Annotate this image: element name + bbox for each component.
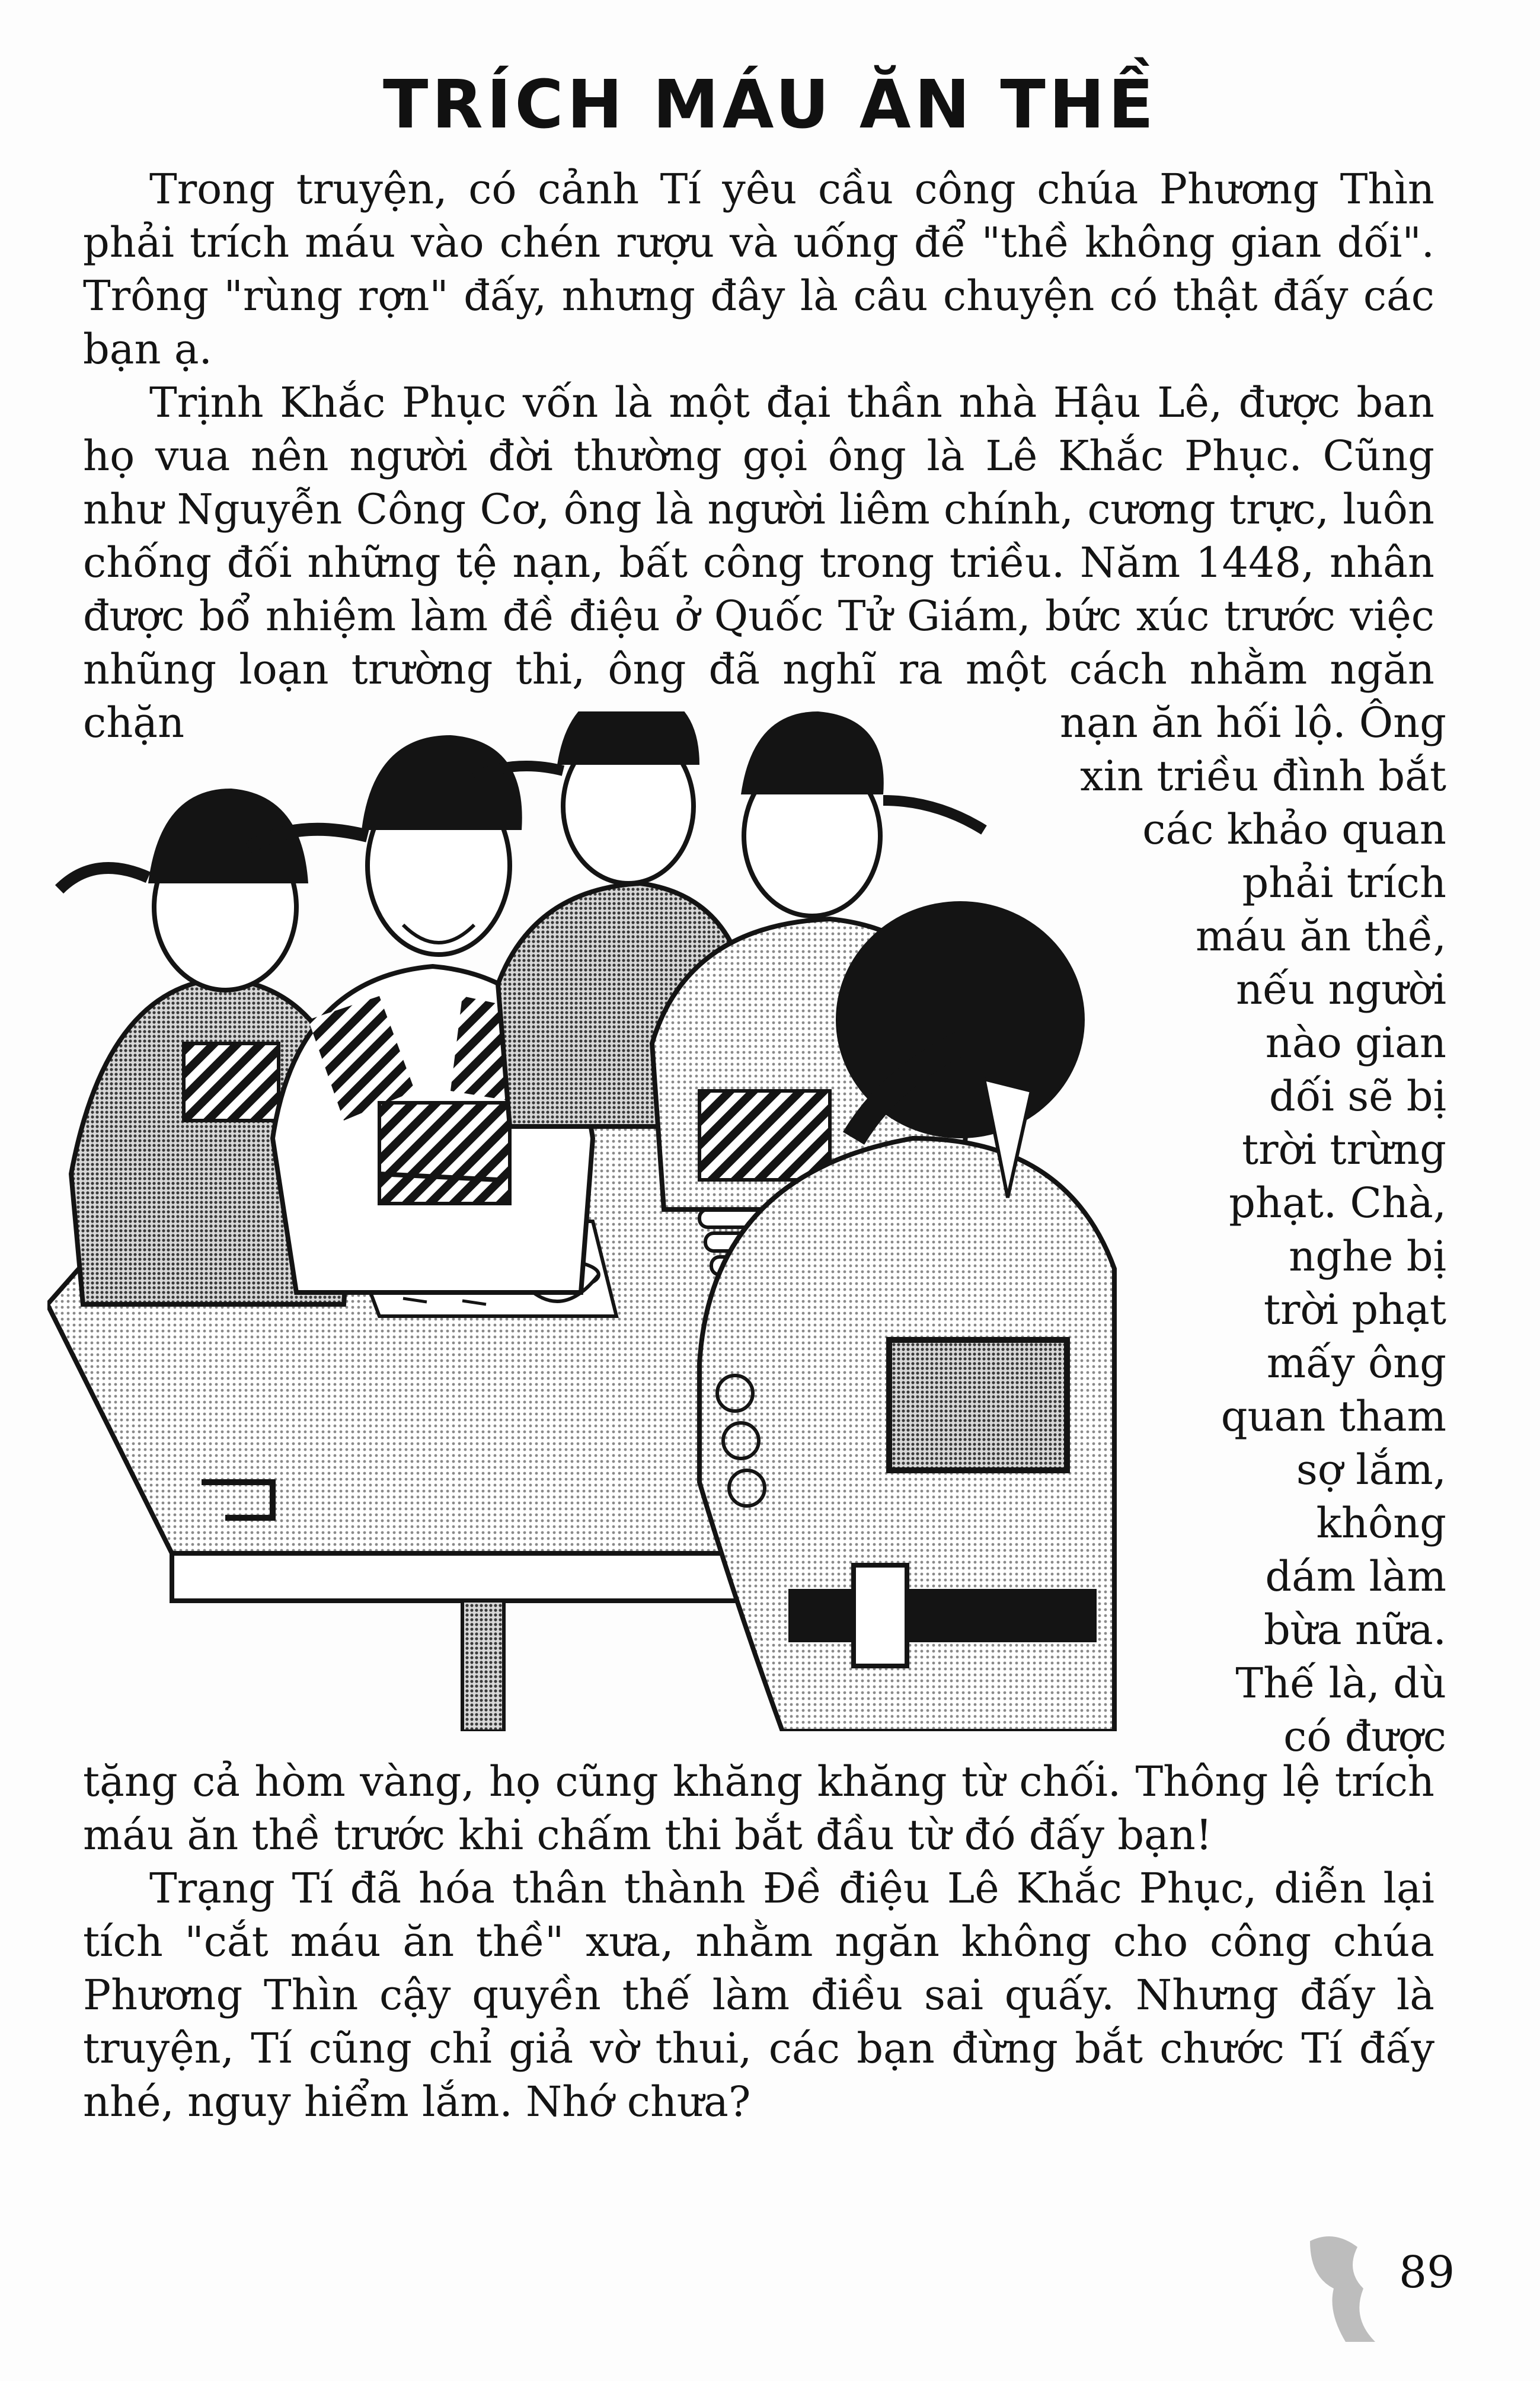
- page-title: TRÍCH MÁU ĂN THỀ: [383, 66, 1157, 143]
- paragraph-intro: Trong truyện, có cảnh Tí yêu cầu công chúa Phương Thìn phải trích máu vào chén rượu và uống để "thề không gian dối". Trông "rùng rợn" đấy, nhưng đây là câu chuyện có thật đấy các bạn ạ.: [83, 165, 1434, 374]
- mandarins-illustration: [47, 711, 1197, 1731]
- page-number: 89: [1399, 2247, 1455, 2298]
- wrapped-line: bừa nữa.: [1263, 1606, 1446, 1654]
- wrapped-line: máu ăn thề,: [1195, 912, 1446, 960]
- paragraph-trang-ti: Trạng Tí đã hóa thân thành Đề điệu Lê Khắc Phục, diễn lại tích "cắt máu ăn thề" xưa, nhằm ngăn không cho công chúa Phương Thìn cậy quyền thế làm điều sai quấy. Nhưng đấy là truyện, Tí cũng chỉ giả vờ thui, các bạn đừng bắt chước Tí đấy nhé, nguy hiểm lắm. Nhớ chưa?: [83, 1864, 1434, 2126]
- wrapped-line: nghe bị: [1289, 1232, 1446, 1281]
- wrapped-line: nạn ăn hối lộ. Ông: [1059, 698, 1446, 747]
- wrapped-line: quan tham: [1221, 1392, 1446, 1441]
- wrapped-line: dám làm: [1265, 1552, 1446, 1601]
- wrapped-line: dối sẽ bị: [1269, 1072, 1446, 1121]
- vietnam-map-logo-icon: [1286, 2229, 1488, 2348]
- wrapped-line: có được: [1283, 1712, 1446, 1761]
- wrapped-line: Thế là, dù: [1235, 1659, 1446, 1707]
- wrapped-line: trời trừng: [1242, 1125, 1446, 1174]
- wrapped-line: các khảo quan: [1142, 805, 1446, 854]
- wrapped-line: nếu người: [1236, 965, 1446, 1014]
- wrapped-line: phạt. Chà,: [1229, 1179, 1446, 1227]
- paragraph-history-end: tặng cả hòm vàng, họ cũng khăng khăng từ chối. Thông lệ trích máu ăn thề trước khi chấm thi bắt đầu từ đó đấy bạn!: [83, 1757, 1434, 1859]
- wrapped-line: trời phạt: [1263, 1285, 1446, 1334]
- wrapped-line: mấy ông: [1266, 1339, 1446, 1387]
- wrapped-line: phải trích: [1242, 858, 1446, 907]
- wrapped-line: không: [1316, 1499, 1446, 1547]
- wrapped-line: xin triều đình bắt: [1080, 752, 1446, 800]
- paragraph-history: Trịnh Khắc Phục vốn là một đại thần nhà Hậu Lê, được ban họ vua nên người đời thường gọi ông là Lê Khắc Phục. Cũng như Nguyễn Công Cơ, ông là người liêm chính, cương trực, luôn chống đối những tệ nạn, bất công trong triều. Năm 1448, nhân được bổ nhiệm làm đề điệu ở Quốc Tử Giám, bức xúc trước việc nhũng loạn trường thi, ông đã nghĩ ra một cách nhằm ngăn chặn: [83, 378, 1434, 747]
- wrapped-line: nào gian: [1265, 1019, 1446, 1067]
- wrapped-line: sợ lắm,: [1296, 1445, 1446, 1494]
